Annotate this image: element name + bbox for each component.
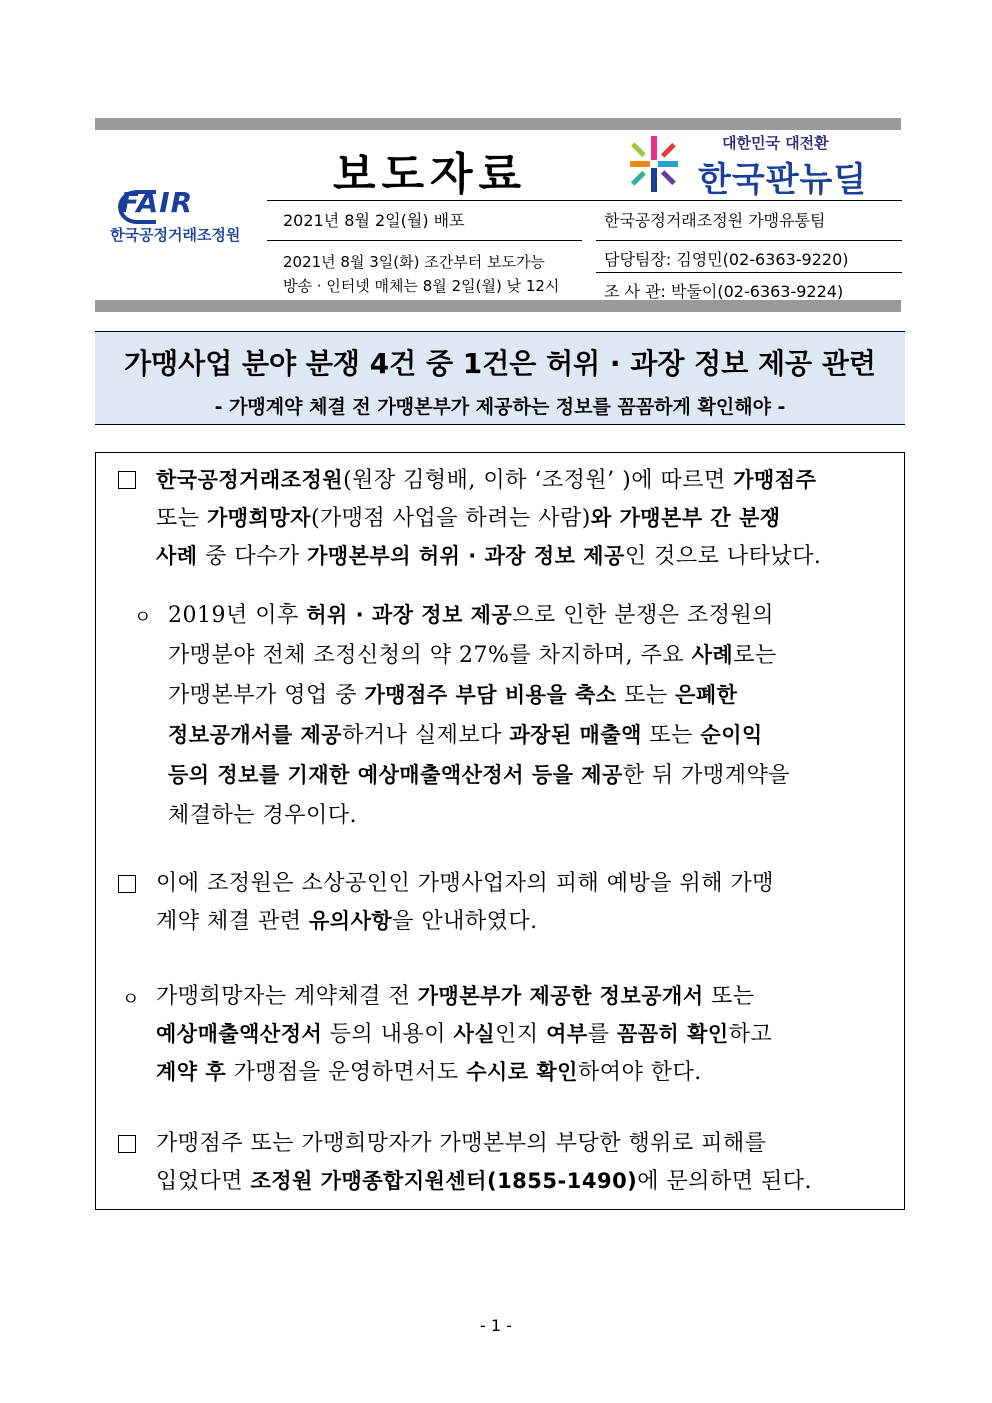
checkbox-square-icon — [118, 471, 136, 489]
body-box — [95, 452, 905, 1210]
emphasis-text: 조정원 가맹종합지원센터(1855-1490) — [250, 1169, 638, 1193]
newdeal-star-icon — [630, 136, 678, 192]
circle-bullet-icon: ㅇ — [134, 607, 152, 628]
emphasis-text: 수시로 확인 — [466, 1060, 578, 1084]
org-name: 한국공정거래조정원 — [110, 226, 241, 244]
emphasis-text: 와 가맹본부 간 분쟁 — [590, 506, 781, 530]
body-text: 또는 — [641, 723, 701, 748]
emphasis-text: 한국공정거래조정원 — [156, 468, 344, 492]
embargo-line-2: 방송 · 인터넷 매체는 8월 2일(월) 낮 12시 — [283, 277, 560, 295]
body-text: 인 것으로 나타났다. — [624, 544, 822, 569]
body-text: 또는 — [616, 683, 676, 708]
emphasis-text: 사례 — [156, 544, 198, 568]
body-line — [168, 598, 774, 629]
body-text: 하고 — [728, 1022, 773, 1047]
body-text: 가맹점주 또는 가맹희망자가 가맹본부의 부당한 행위로 피해를 — [156, 1131, 767, 1156]
emphasis-text: 허위 · 과장 정보 제공 — [306, 603, 513, 627]
body-line — [156, 904, 538, 935]
embargo-line-1: 2021년 8월 3일(화) 조간부터 보도가능 — [283, 253, 545, 271]
emphasis-text: 사실 — [453, 1022, 496, 1046]
body-text: 가맹점을 운영하면서도 — [226, 1060, 467, 1085]
emphasis-text: 정보공개서를 제공 — [168, 723, 343, 747]
body-text: 또는 — [156, 506, 207, 531]
body-text: 가맹희망자는 계약체결 전 — [156, 984, 418, 1009]
body-text: 2019년 이후 — [168, 603, 307, 628]
contact-lead: 담당팀장: 김영민(02-6363-9220) — [604, 250, 849, 269]
newdeal-logo — [630, 128, 900, 200]
body-text: 인지 — [495, 1022, 547, 1047]
emphasis-text: 여부 — [546, 1022, 588, 1046]
body-line — [156, 866, 774, 897]
body-line — [156, 1055, 702, 1086]
divider — [267, 200, 902, 201]
body-text: 으로 인한 분쟁은 조정원의 — [512, 603, 775, 628]
body-text: 또는 — [703, 984, 755, 1009]
emphasis-text: 사례 — [691, 643, 734, 667]
release-date: 2021년 8월 2일(월) 배포 — [283, 211, 465, 230]
body-text: 입었다면 — [156, 1169, 251, 1194]
body-text: 가맹분야 전체 조정신청의 약 27%를 차지하며, 주요 — [168, 643, 692, 668]
emphasis-text: 등의 정보를 기재한 예상매출액산정서 등을 제공 — [168, 763, 623, 787]
subheadline: - 가맹계약 체결 전 가맹본부가 제공하는 정보를 꼼꼼하게 확인해야 - — [214, 396, 786, 418]
body-text: 체결하는 경우이다. — [168, 803, 358, 828]
body-text: 로는 — [733, 643, 777, 668]
fair-logo-text: FAIR — [120, 186, 194, 219]
body-line — [156, 463, 816, 494]
emphasis-text: 가맹점주 부담 비용을 축소 — [364, 683, 617, 707]
emphasis-text: 가맹본부가 제공한 정보공개서 — [417, 984, 704, 1008]
body-text: (원장 김형배, 이하 ‘조정원’ )에 따르면 — [343, 468, 734, 493]
body-text: 가맹본부가 영업 중 — [168, 683, 365, 708]
body-line — [156, 979, 755, 1010]
circle-bullet-icon: ㅇ — [122, 989, 140, 1010]
team-name: 한국공정거래조정원 가맹유통팀 — [604, 211, 826, 230]
body-line — [168, 638, 777, 669]
body-text: 를 — [587, 1022, 617, 1047]
newdeal-name: 한국판뉴딜 — [698, 160, 868, 200]
body-text: 이에 조정원은 소상공인인 가맹사업자의 피해 예방을 위해 가맹 — [156, 871, 775, 896]
body-line — [156, 539, 821, 570]
emphasis-text: 꼼꼼히 확인 — [616, 1022, 729, 1046]
divider — [596, 240, 902, 241]
body-line — [168, 758, 790, 789]
body-text: 하거나 실제보다 — [342, 723, 510, 748]
body-line — [156, 1126, 767, 1157]
body-line — [168, 678, 737, 709]
page-number: - 1 - — [480, 1316, 512, 1335]
divider — [596, 272, 902, 273]
body-text: 계약 체결 관련 — [156, 909, 309, 934]
checkbox-square-icon — [118, 1135, 136, 1153]
body-text: (가맹점 사업을 하려는 사람) — [310, 506, 591, 531]
emphasis-text: 순이익 — [700, 723, 763, 747]
emphasis-text: 은폐한 — [675, 683, 738, 707]
newdeal-tagline: 대한민국 대전환 — [722, 134, 829, 152]
emphasis-text: 가맹희망자 — [207, 506, 311, 530]
emphasis-text: 가맹점주 — [733, 468, 817, 492]
body-text: 에 문의하면 된다. — [637, 1169, 813, 1194]
body-text: 하여야 한다. — [577, 1060, 702, 1085]
emphasis-text: 계약 후 — [156, 1060, 227, 1084]
headline-box — [95, 331, 905, 425]
contact-officer: 조 사 관: 박둘이(02-6363-9224) — [604, 282, 844, 301]
divider — [267, 240, 582, 241]
body-text: 을 안내하였다. — [392, 909, 538, 934]
emphasis-text: 가맹본부의 허위 · 과장 정보 제공 — [307, 544, 625, 568]
page-title: 보도자료 — [332, 149, 527, 200]
emphasis-text: 유의사항 — [309, 909, 393, 933]
emphasis-text: 과장된 매출액 — [509, 723, 642, 747]
body-text: 한 뒤 가맹계약을 — [622, 763, 791, 788]
body-line — [168, 798, 357, 829]
body-line — [156, 1017, 772, 1048]
headline: 가맹사업 분야 분쟁 4건 중 1건은 허위 · 과장 정보 제공 관련 — [124, 347, 876, 380]
body-line — [168, 718, 763, 749]
body-line — [156, 501, 781, 532]
checkbox-square-icon — [118, 875, 136, 893]
body-line — [156, 1164, 812, 1195]
body-text: 등의 내용이 — [322, 1022, 454, 1047]
body-text: 중 다수가 — [197, 544, 308, 569]
emphasis-text: 예상매출액산정서 — [156, 1022, 323, 1046]
fair-logo — [110, 186, 260, 246]
